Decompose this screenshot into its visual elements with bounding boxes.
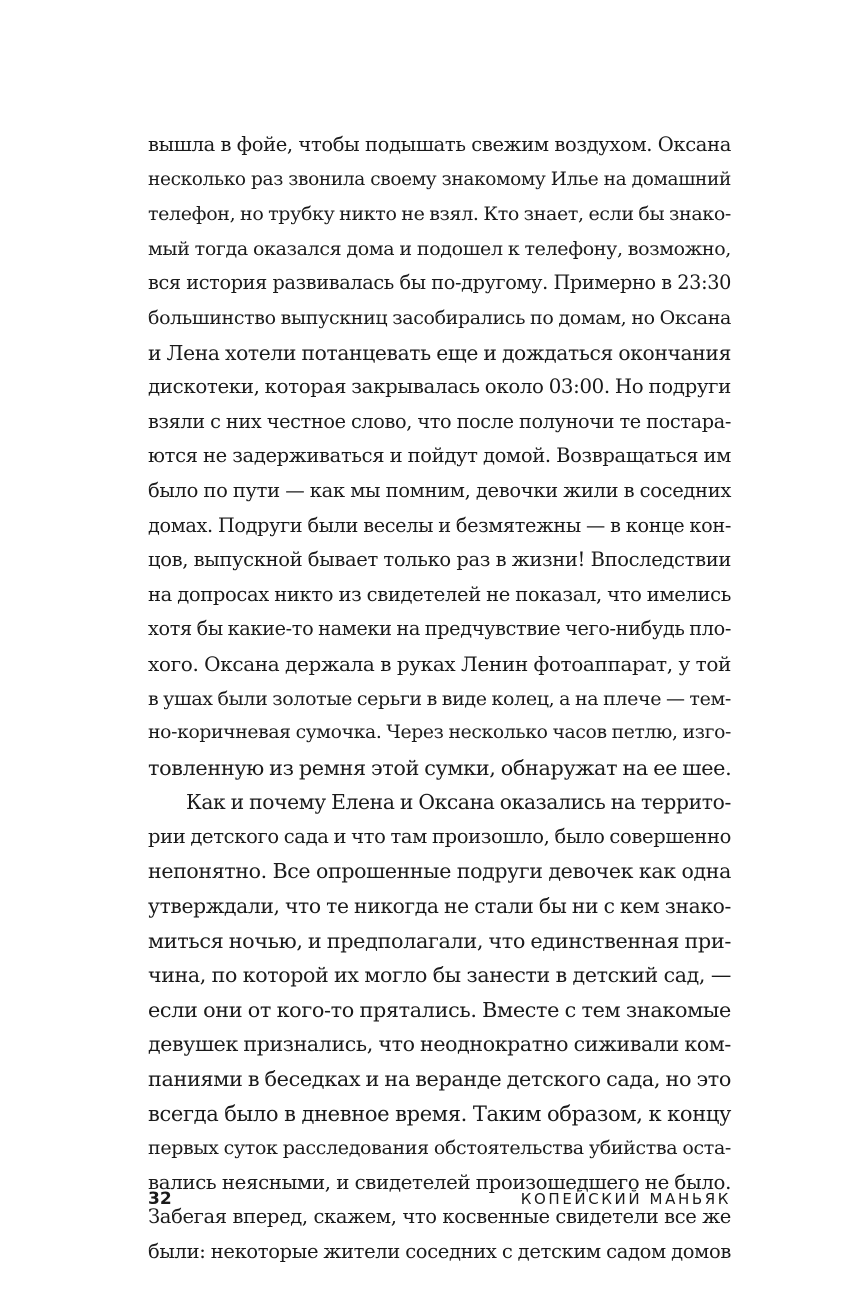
text-line: вышла в фойе, чтобы подышать свежим воздухом. Оксана bbox=[148, 133, 731, 156]
text-line: Забегая вперед, скажем, что косвенные свидетели все же bbox=[148, 1205, 731, 1229]
running-title: КОПЕЙСКИЙ МАНЬЯК bbox=[520, 1190, 731, 1208]
page-number: 32 bbox=[148, 1189, 172, 1209]
text-line: были: некоторые жители соседних с детским садом домов bbox=[148, 1240, 731, 1263]
text-line: было по пути — как мы помним, девочки жили в соседних bbox=[148, 478, 731, 502]
text-line: хотя бы какие-то намеки на предчувствие чего-нибудь пло- bbox=[148, 617, 731, 641]
text-line: несколько раз звонила своему знакомому Илье на домашний bbox=[148, 168, 731, 190]
text-line: телефон, но трубку никто не взял. Кто знает, если бы знако- bbox=[148, 203, 731, 226]
text-line: всегда было в дневное время. Таким образом, к концу bbox=[148, 1101, 731, 1126]
text-line: мый тогда оказался дома и подошел к телефону, возможно, bbox=[148, 237, 731, 260]
paragraph-first-line: Как и почему Елена и Оксана оказались на террито- bbox=[186, 790, 731, 815]
text-line: взяли с них честное слово, что после полуночи те постара- bbox=[148, 409, 731, 433]
text-line: и Лена хотели потанцевать еще и дождаться окончания bbox=[148, 340, 731, 365]
text-line: рии детского сада и что там произошло, было совершенно bbox=[148, 824, 731, 848]
text-line: домах. Подруги были веселы и безмятежны — в конце кон- bbox=[148, 513, 731, 537]
text-line: утверждали, что те никогда не стали бы ни с кем знако- bbox=[148, 894, 731, 919]
text-line: в ушах были золотые серьги в виде колец, а на плече — тем- bbox=[148, 687, 731, 710]
text-line: вались неясными, и свидетелей произошедшего не было. bbox=[148, 1170, 731, 1194]
paragraph-last-line: товленную из ремня этой сумки, обнаружат на ее шее. bbox=[148, 755, 732, 780]
text-line: паниями в беседках и на веранде детского сада, но это bbox=[148, 1067, 731, 1092]
text-line: ются не задерживаться и пойдут домой. Возвращаться им bbox=[148, 444, 731, 468]
text-line: чина, по которой их могло бы занести в детский сад, — bbox=[148, 963, 731, 988]
text-line: дискотеки, которая закрывалась около 03:00. Но подруги bbox=[148, 375, 731, 399]
text-line: на допросах никто из свидетелей не показал, что имелись bbox=[148, 582, 731, 606]
text-line: девушек признались, что неоднократно сиживали ком- bbox=[148, 1032, 731, 1057]
text-line: вся история развивалась бы по-другому. Примерно в 23:30 bbox=[148, 271, 731, 295]
text-line: хого. Оксана держала в руках Ленин фотоаппарат, у той bbox=[148, 651, 731, 676]
page-footer bbox=[148, 1186, 731, 1212]
text-line: если они от кого-то прятались. Вместе с тем знакомые bbox=[148, 997, 731, 1022]
text-line: миться ночью, и предполагали, что единственная при- bbox=[148, 928, 731, 953]
text-line: непонятно. Все опрошенные подруги девочек как одна bbox=[148, 859, 731, 884]
body-text bbox=[148, 128, 731, 1270]
text-line: большинство выпускниц засобирались по домам, но Оксана bbox=[148, 306, 731, 329]
text-line: цов, выпускной бывает только раз в жизни! Впоследствии bbox=[148, 548, 731, 572]
text-line: но-коричневая сумочка. Через несколько часов петлю, изго- bbox=[148, 722, 731, 744]
text-line: первых суток расследования обстоятельства убийства оста- bbox=[148, 1137, 731, 1160]
